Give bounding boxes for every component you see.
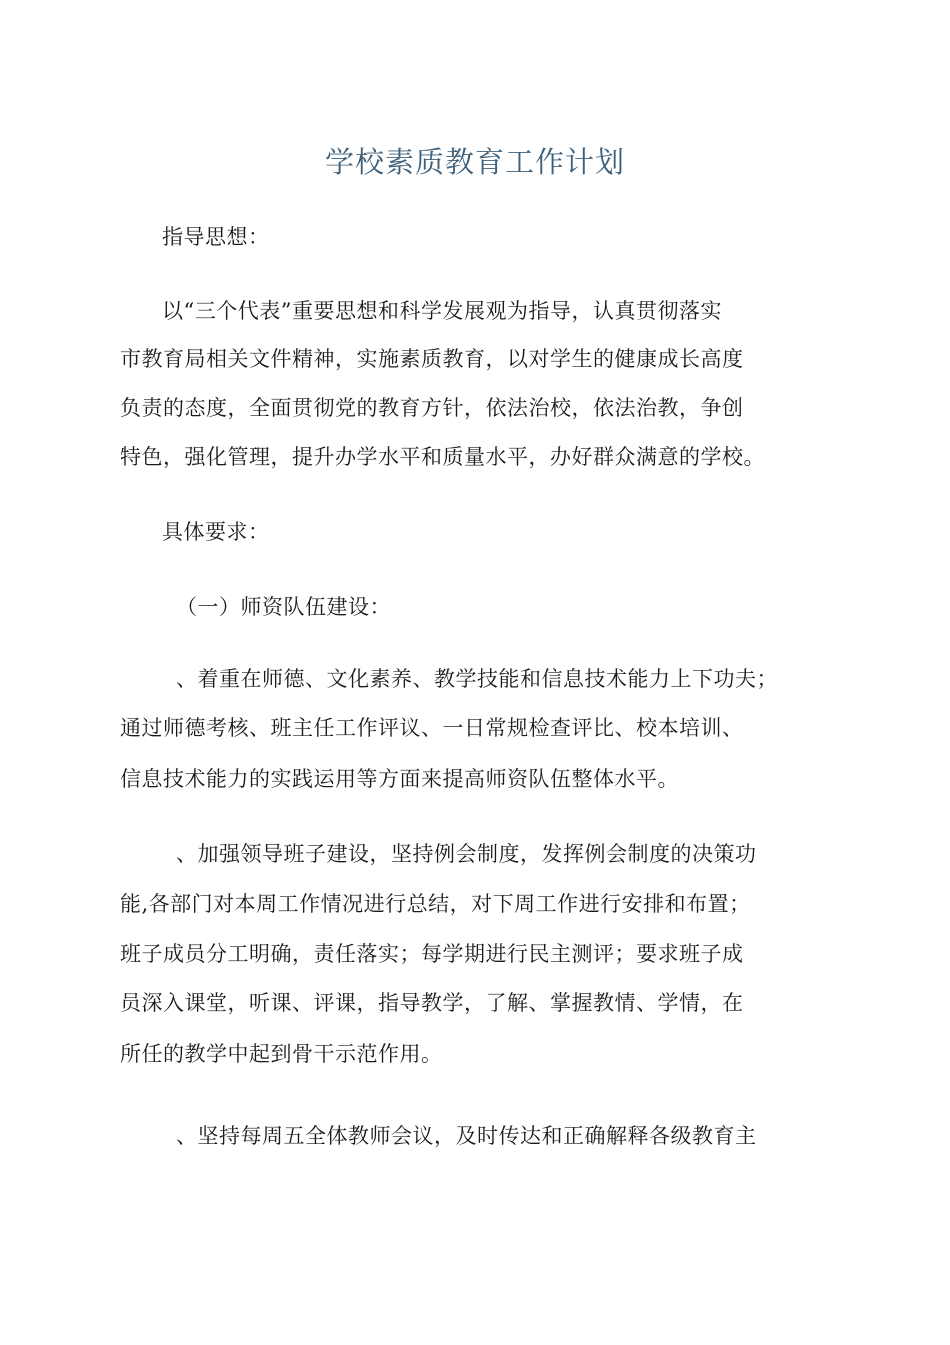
paragraph-line: 以“三个代表”重要思想和科学发展观为指导，认真贯彻落实 — [162, 299, 722, 323]
paragraph-line: 、着重在师德、文化素养、教学技能和信息技术能力上下功夫； — [176, 667, 778, 691]
paragraph-line: 特色，强化管理，提升办学水平和质量水平，办好群众满意的学校。 — [120, 445, 765, 469]
paragraph-line: 能,各部门对本周工作情况进行总结，对下周工作进行安排和布置； — [120, 892, 751, 916]
paragraph-line: 、坚持每周五全体教师会议，及时传达和正确解释各级教育主 — [176, 1124, 757, 1148]
paragraph-line: 、加强领导班子建设，坚持例会制度，发挥例会制度的决策功 — [176, 842, 757, 866]
heading-guiding-ideology: 指导思想： — [162, 225, 270, 249]
paragraph-line: 市教育局相关文件精神，实施素质教育，以对学生的健康成长高度 — [120, 347, 744, 371]
heading-specific-requirements: 具体要求： — [162, 520, 270, 544]
paragraph-line: 员深入课堂，听课、评课，指导教学，了解、掌握教情、学情，在 — [120, 991, 744, 1015]
paragraph-line: 信息技术能力的实践运用等方面来提高师资队伍整体水平。 — [120, 767, 679, 791]
heading-section-one: （一）师资队伍建设： — [176, 595, 391, 619]
document-title: 学校素质教育工作计划 — [324, 145, 625, 179]
paragraph-line: 班子成员分工明确，责任落实；每学期进行民主测评；要求班子成 — [120, 942, 744, 966]
paragraph-line: 所任的教学中起到骨干示范作用。 — [120, 1042, 443, 1066]
paragraph-line: 通过师德考核、班主任工作评议、一日常规检查评比、校本培训、 — [120, 716, 744, 740]
paragraph-line: 负责的态度，全面贯彻党的教育方针，依法治校，依法治教，争创 — [120, 396, 744, 420]
